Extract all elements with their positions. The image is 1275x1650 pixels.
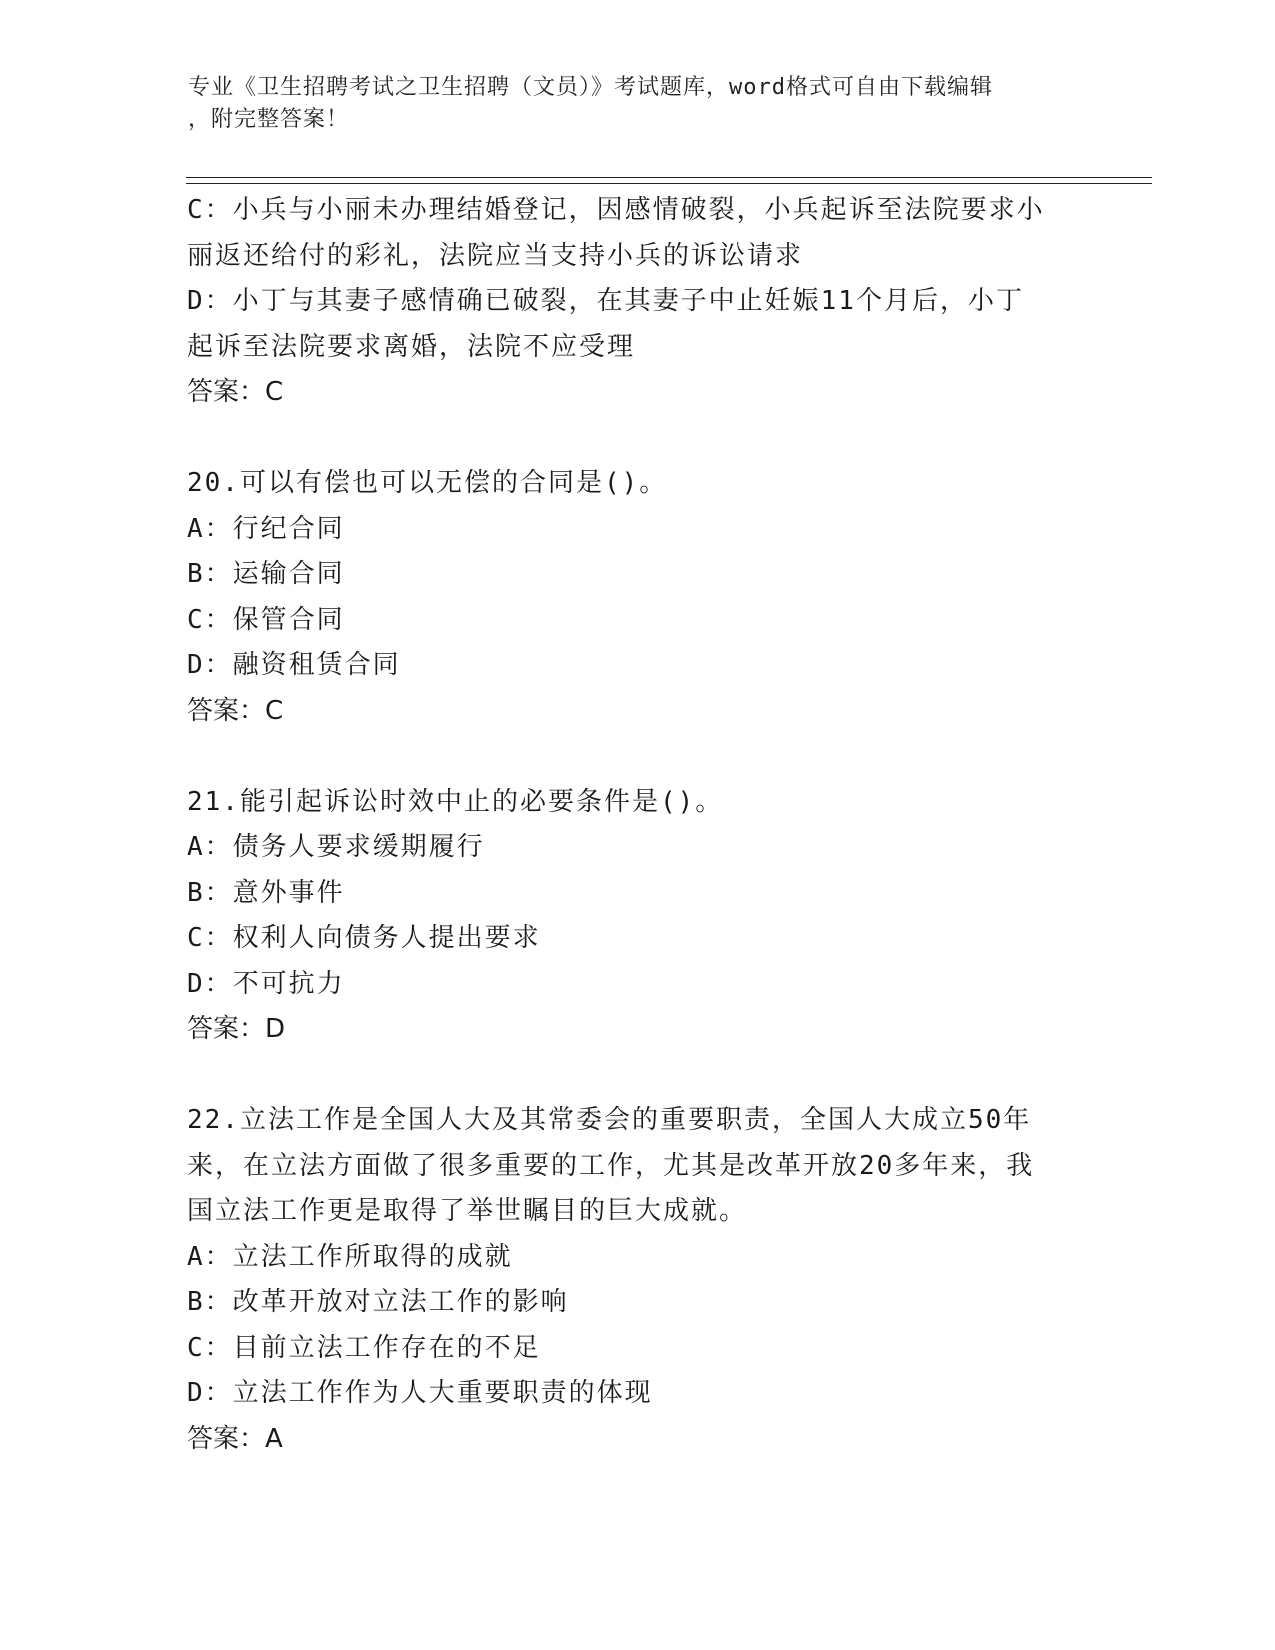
header-divider-top <box>186 177 1152 178</box>
option-c-line-2: 丽返还给付的彩礼，法院应当支持小兵的诉讼请求 <box>187 240 804 271</box>
header-line-1: 专业《卫生招聘考试之卫生招聘（文员）》考试题库，word格式可自由下载编辑 <box>188 75 993 100</box>
question-22 <box>187 1098 1087 1462</box>
option-d-line-2: 起诉至法院要求离婚，法院不应受理 <box>187 331 636 362</box>
option-d-line-1: D：小丁与其妻子感情确已破裂，在其妻子中止妊娠11个月后，小丁 <box>187 286 1024 316</box>
header-line-2: ，附完整答案！ <box>188 107 350 132</box>
option-a: A：立法工作所取得的成就 <box>187 1241 513 1272</box>
question-text-line-1: 22.立法工作是全国人大及其常委会的重要职责，全国人大成立50年 <box>187 1105 1032 1135</box>
option-c: C：保管合同 <box>187 604 345 635</box>
option-b: B：改革开放对立法工作的影响 <box>187 1287 569 1317</box>
option-c: C：目前立法工作存在的不足 <box>187 1332 541 1363</box>
option-b: B：运输合同 <box>187 559 345 589</box>
document-header <box>188 72 1068 136</box>
question-text-line-3: 国立法工作更是取得了举世瞩目的巨大成就。 <box>187 1196 748 1226</box>
answer: 答案：D <box>187 1014 286 1044</box>
answer: 答案：C <box>187 377 284 407</box>
option-a: A：行纪合同 <box>187 513 345 544</box>
option-b: B：意外事件 <box>187 877 345 908</box>
header-divider-bottom <box>186 183 1152 184</box>
spacer <box>187 734 1087 780</box>
question-19-continued <box>187 188 1087 416</box>
option-d: D：融资租赁合同 <box>187 650 401 680</box>
option-d: D：不可抗力 <box>187 968 345 999</box>
option-c: C：权利人向债务人提出要求 <box>187 923 541 953</box>
question-list <box>187 188 1087 1462</box>
answer: 答案：A <box>187 1423 283 1454</box>
option-c-line-1: C：小兵与小丽未办理结婚登记，因感情破裂，小兵起诉至法院要求小 <box>187 195 1045 225</box>
answer: 答案：C <box>187 695 284 726</box>
question-text-line-2: 来，在立法方面做了很多重要的工作，尤其是改革开放20多年来，我 <box>187 1150 1035 1181</box>
question-20 <box>187 461 1087 734</box>
option-d: D：立法工作作为人大重要职责的体现 <box>187 1378 653 1408</box>
option-a: A：债务人要求缓期履行 <box>187 832 485 862</box>
spacer <box>187 1053 1087 1099</box>
question-21 <box>187 780 1087 1053</box>
question-text: 21.能引起诉讼时效中止的必要条件是()。 <box>187 786 724 817</box>
question-text: 20.可以有偿也可以无偿的合同是()。 <box>187 468 668 498</box>
spacer <box>187 416 1087 462</box>
